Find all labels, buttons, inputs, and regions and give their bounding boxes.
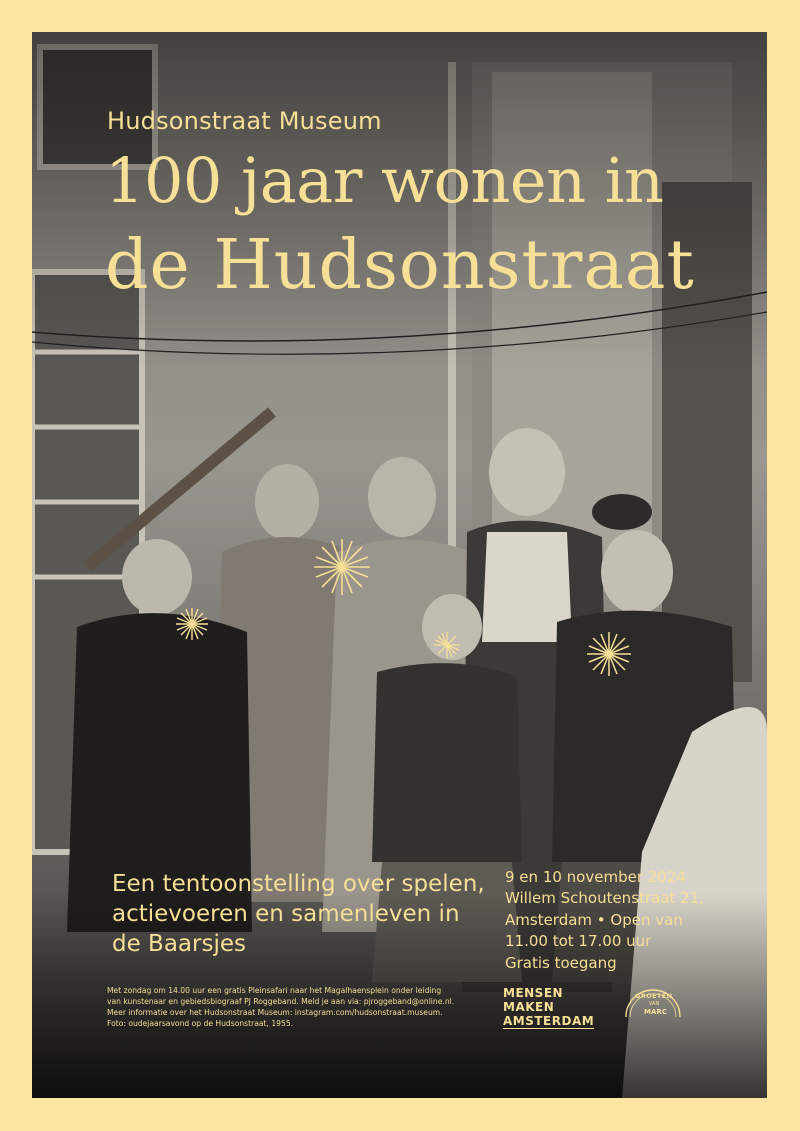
logo-word-groeten: GROETEN bbox=[635, 992, 673, 1000]
title-line-2: de Hudsonstraat bbox=[105, 226, 695, 305]
logo-word-marc: MARC bbox=[644, 1008, 667, 1016]
mensen-maken-amsterdam-logo bbox=[503, 987, 594, 1029]
exhibition-subtitle: Een tentoonstelling over spelen, actievoeren en samenleven in de Baarsjes bbox=[112, 871, 485, 957]
event-admission: Gratis toegang bbox=[505, 953, 617, 972]
event-address: Willem Schoutenstraat 21, bbox=[505, 889, 704, 908]
small-print bbox=[107, 985, 477, 1029]
title-line-1: 100 jaar wonen in bbox=[105, 144, 664, 217]
event-hours: 11.00 tot 17.00 uur bbox=[505, 932, 652, 951]
sparkler-icon bbox=[172, 604, 212, 644]
museum-name: Hudsonstraat Museum bbox=[107, 107, 382, 135]
logo-word-van: VAN bbox=[649, 1001, 660, 1007]
small-print-line: Foto: oudejaarsavond op de Hudsonstraat, 1955. bbox=[107, 1019, 294, 1028]
small-print-line: van kunstenaar en gebiedsbiograaf PJ Roggeband. Meld je aan via: pjroggeband@online.nl. bbox=[107, 997, 455, 1006]
event-date: 9 en 10 november 2024 bbox=[505, 868, 686, 886]
logo-line: MAKEN bbox=[503, 999, 555, 1014]
small-print-line: Met zondag om 14.00 uur een gratis Pleinsafari naar het Magalhaensplein onder leiding bbox=[107, 986, 442, 995]
small-print-line: Meer informatie over het Hudsonstraat Museum: instagram.com/hudsonstraat.museum. bbox=[107, 1008, 443, 1017]
event-city-hours: Amsterdam • Open van bbox=[505, 910, 683, 929]
poster-title bbox=[105, 144, 695, 305]
sparkler-icon bbox=[307, 532, 377, 602]
sparkler-icon bbox=[430, 628, 464, 662]
logo-line: MENSEN bbox=[503, 986, 564, 1000]
groeten-van-marc-logo bbox=[620, 983, 686, 1023]
event-details bbox=[505, 867, 735, 974]
logo-line: AMSTERDAM bbox=[503, 1013, 595, 1028]
sparkler-icon bbox=[582, 627, 636, 681]
